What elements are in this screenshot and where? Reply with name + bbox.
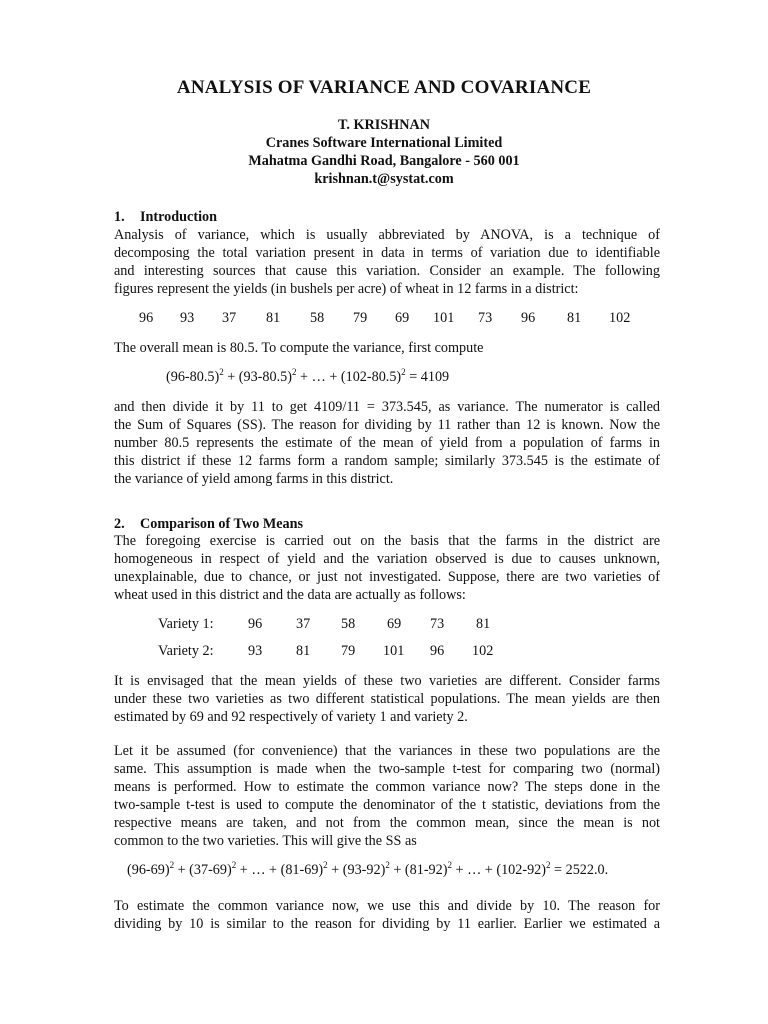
paragraph-line: dividing by 10 is similar to the reason for dividing by 11 earlier. Earlier we estimated a [114, 916, 660, 932]
author-name: T. KRISHNAN [338, 117, 430, 133]
paragraph-line: the variance of yield among farms in this district. [114, 471, 394, 487]
paragraph-line: this district if these 12 farms form a random sample; similarly 373.545 is the estimate of [114, 453, 660, 469]
paragraph-line: means is performed. How to estimate the common variance now? The steps done in the [114, 779, 660, 795]
paragraph-line: figures represent the yields (in bushels per acre) of wheat in 12 farms in a district: [114, 281, 579, 297]
paragraph-line: the Sum of Squares (SS). The reason for dividing by 11 rather than 12 is known. Now the [114, 417, 660, 433]
paragraph-line: To estimate the common variance now, we use this and divide by 10. The reason for [114, 898, 660, 914]
paragraph-line: The overall mean is 80.5. To compute the variance, first compute [114, 340, 484, 356]
yield-value: 37 [222, 310, 237, 326]
variety-value: 73 [430, 616, 445, 632]
paragraph-line: same. This assumption is made when the two-sample t-test for comparing two (normal) [114, 761, 660, 777]
equation-exponent: 2 [401, 367, 406, 377]
equation-term: + … + (81-69) [236, 862, 324, 878]
equation-exponent: 2 [323, 860, 328, 870]
equation-term: = 2522.0. [550, 862, 609, 878]
paragraph-line: wheat used in this district and the data are actually as follows: [114, 587, 466, 603]
yield-value: 58 [310, 310, 325, 326]
paragraph-line: respective means are taken, and not from the common mean, since the mean is not [114, 815, 660, 831]
equation-exponent: 2 [169, 860, 175, 870]
variety-value: 96 [248, 616, 263, 632]
yield-value: 69 [395, 310, 410, 326]
variety-value: 79 [341, 643, 356, 659]
paragraph-line: under these two varieties as two different statistical populations. The mean yields are then [114, 691, 660, 707]
section-title: Comparison of Two Means [140, 516, 304, 532]
sum-of-squares-equation [166, 369, 449, 386]
equation-term: + (81-92) [389, 862, 448, 878]
yield-value: 102 [609, 310, 631, 326]
paragraph-line: two-sample t-test is used to compute the denominator of the t statistic, deviations from the [114, 797, 660, 813]
paragraph-line: unexplainable, due to chance, or just not investigated. Suppose, there are two varieties of [114, 569, 660, 585]
variety-value: 102 [472, 643, 494, 659]
variety-value: 81 [476, 616, 491, 632]
paragraph-line: and then divide it by 11 to get 4109/11 = 373.545, as variance. The numerator is called [114, 399, 660, 415]
section-title: Introduction [140, 209, 217, 225]
equation-term: + … + (102-92) [451, 862, 546, 878]
equation-term: + (37-69) [174, 862, 232, 878]
equation-exponent: 2 [546, 860, 551, 870]
equation-term: + (93-80.5) [223, 369, 292, 385]
yield-value: 101 [433, 310, 455, 326]
paragraph-line: number 80.5 represents the estimate of the mean of yield from a population of farms in [114, 435, 660, 451]
variety-value: 58 [341, 616, 356, 632]
paragraph-line: The foregoing exercise is carried out on the basis that the farms in the district are [114, 533, 660, 549]
paragraph-line: Let it be assumed (for convenience) that the variances in these two populations are the [114, 743, 660, 759]
paragraph-line: common to the two varieties. This will give the SS as [114, 833, 417, 849]
paragraph-line: It is envisaged that the mean yields of these two varieties are different. Consider farms [114, 673, 660, 689]
paragraph-line: and interesting sources that cause this variation. Consider an example. The following [114, 263, 660, 279]
yield-value: 81 [266, 310, 281, 326]
variety-value: 69 [387, 616, 402, 632]
yield-value: 81 [567, 310, 582, 326]
paragraph-line: decomposing the total variation present in data in terms of variation due to identifiable [114, 245, 660, 261]
equation-exponent: 2 [231, 860, 237, 870]
variety-value: 101 [383, 643, 405, 659]
yield-data-row [0, 310, 768, 328]
paragraph-line: Analysis of variance, which is usually abbreviated by ANOVA, is a technique of [114, 227, 660, 243]
pooled-ss-equation [127, 862, 608, 879]
variety-value: 81 [296, 643, 311, 659]
document-title: ANALYSIS OF VARIANCE AND COVARIANCE [176, 77, 592, 98]
yield-value: 79 [353, 310, 368, 326]
paragraph-line: homogeneous in respect of yield and the variation observed is due to causes unknown, [114, 551, 660, 567]
yield-value: 73 [478, 310, 493, 326]
variety-row [0, 643, 768, 661]
author-organization: Cranes Software International Limited [265, 135, 503, 151]
yield-value: 96 [139, 310, 154, 326]
yield-value: 93 [180, 310, 195, 326]
yield-value: 96 [521, 310, 536, 326]
variety-label: Variety 2: [158, 643, 214, 659]
author-email: krishnan.t@systat.com [314, 171, 454, 187]
variety-value: 96 [430, 643, 445, 659]
equation-exponent: 2 [219, 367, 224, 377]
equation-exponent: 2 [292, 367, 297, 377]
section-heading-introduction [114, 209, 217, 226]
paragraph-line: estimated by 69 and 92 respectively of variety 1 and variety 2. [114, 709, 468, 725]
variety-row [0, 616, 768, 634]
equation-term: = 4109 [405, 369, 450, 385]
section-heading-comparison [114, 516, 303, 533]
equation-term: + (93-92) [327, 862, 386, 878]
equation-term: (96-80.5) [166, 369, 220, 385]
variety-value: 93 [248, 643, 263, 659]
author-address: Mahatma Gandhi Road, Bangalore - 560 001 [248, 153, 520, 169]
equation-exponent: 2 [385, 860, 390, 870]
equation-term: + … + (102-80.5) [296, 369, 402, 385]
variety-label: Variety 1: [158, 616, 214, 632]
variety-value: 37 [296, 616, 311, 632]
section-number: 2. [114, 516, 125, 532]
equation-exponent: 2 [447, 860, 452, 870]
equation-term: (96-69) [127, 862, 170, 878]
section-number: 1. [114, 209, 125, 225]
